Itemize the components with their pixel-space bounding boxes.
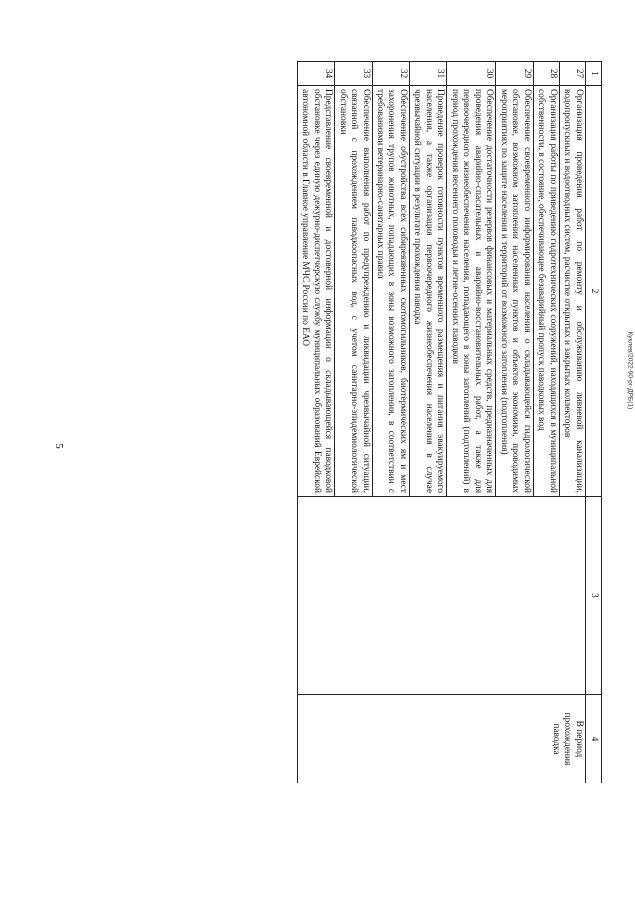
row-text: Обеспечение выполнения работ по предупреждению и ликвидации чрезвычайной ситуации, связанной с прохождением паводкоопасных вод, с учетом санитарно-эпидемиологической обстановки: [335, 86, 372, 497]
page-number: 5: [52, 443, 65, 449]
row-text: Организация работы по приведению гидротехнических сооружений, находящихся в муниципальной собственности, в состояние, обеспечивающее безаварийный пропуск паводковых вод: [533, 86, 559, 497]
row-text: Обеспечение достаточности резервов финансовых и материальных средств, предназначенных для проведения аварийно-спасательных и аварийно-восстановительных работ, а также для первоочередного жизнеобеспечения населения, попадающего в зоны затоплений (подтоплений) в период прохождения весеннего половодья и летне-осенних паводков: [447, 86, 496, 497]
row-text: Обеспечение своевременного информирования населения о складывающейся гидрологической обстановке, возможном затоплении населенных пунктов и объектов экономики, проводимых мероприятиях по защите населения и территорий от возможного затопления (подтопления): [496, 86, 533, 497]
table-header-row: [585, 62, 601, 784]
row-number: 31: [409, 62, 446, 86]
row-number: 28: [533, 62, 559, 86]
row-text: Обеспечение обустройства всех сибиреязвенных скотомогильников, биотермических ям и мест захоронения трупов животных, попадающих в зоны возможного затопления, в соответствии с требованиями ветеринарно-санитарных правил: [372, 86, 409, 497]
row-text: Организация проведения работ по ремонту и обслуживанию ливневой канализации, водопропускных и водоотводных систем, расчистке открытых и закрытых коллекторов: [559, 86, 585, 497]
row-number: 33: [335, 62, 372, 86]
row-text: Представление своевременной и достоверной информации о складывающейся паводковой обстановке через единую дежурно-диспетчерскую службу муниципальных образований Еврейской автономной области в Главное управление МЧС России по ЕАО: [297, 86, 334, 497]
rotated-table-area: [107, 61, 602, 783]
row-term: В период прохождения паводка: [297, 695, 585, 784]
table-wrapper: [107, 61, 602, 783]
row-number: 29: [496, 62, 533, 86]
row-number: 27: [559, 62, 585, 86]
row-number: 34: [297, 62, 334, 86]
header-col-2: 2: [585, 86, 601, 497]
row-text: Проведение проверок готовности пунктов временного размещения и питания эвакуируемого населения, а также организация первоочередного жизнеобеспечения населения в случае чрезвычайной ситуации в результате прохождения паводка: [409, 86, 446, 497]
header-col-4: 4: [585, 695, 601, 784]
table-row: [559, 62, 585, 784]
document-footer-code: Куклев/2022-90-рг-ДРБ(1): [626, 331, 634, 410]
header-col-3: 3: [585, 497, 601, 695]
row-number: 30: [447, 62, 496, 86]
row-executor: [297, 497, 585, 695]
row-number: 32: [372, 62, 409, 86]
header-col-1: 1: [585, 62, 601, 86]
measures-table: [297, 61, 602, 783]
